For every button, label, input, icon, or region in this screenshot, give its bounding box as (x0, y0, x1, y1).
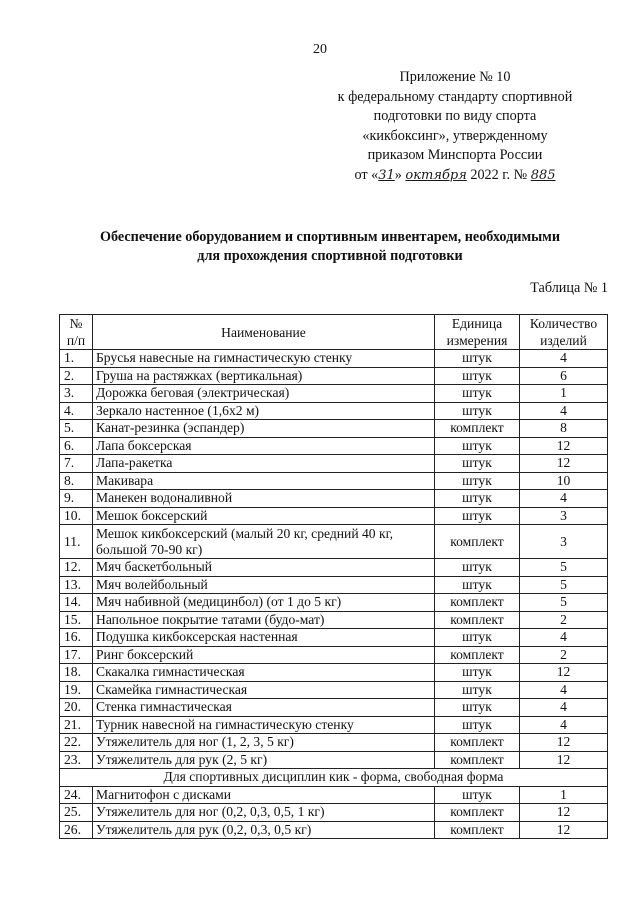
title-line: Обеспечение оборудованием и спортивным инвентарем, необходимыми (99, 229, 561, 245)
cell-name: Мешок кикбоксерский (малый 20 кг, средний 40 кг, большой 70-90 кг) (93, 525, 435, 559)
cell-qty: 4 (520, 699, 608, 717)
cell-unit: штук (435, 437, 520, 455)
table-row (60, 664, 608, 682)
table-body (60, 350, 608, 839)
cell-num: 21. (60, 716, 93, 734)
cell-name: Утяжелитель для ног (1, 2, 3, 5 кг) (93, 734, 435, 752)
section-header-row (60, 769, 608, 787)
cell-name: Лапа боксерская (93, 437, 435, 455)
cell-unit: комплект (435, 734, 520, 752)
cell-name: Макивара (93, 472, 435, 490)
cell-qty: 12 (520, 821, 608, 839)
header-unit: Единица измерения (435, 315, 520, 350)
cell-unit: комплект (435, 420, 520, 438)
cell-qty: 12 (520, 455, 608, 473)
table-row (60, 350, 608, 368)
document-title (60, 228, 600, 266)
cell-num: 16. (60, 629, 93, 647)
cell-qty: 2 (520, 611, 608, 629)
table-header-row (60, 315, 608, 350)
cell-num: 15. (60, 611, 93, 629)
cell-unit: штук (435, 716, 520, 734)
section-header: Для спортивных дисциплин кик - форма, свободная форма (60, 769, 608, 787)
cell-name: Стенка гимнастическая (93, 699, 435, 717)
cell-num: 6. (60, 437, 93, 455)
table-row (60, 699, 608, 717)
cell-name: Мяч волейбольный (93, 576, 435, 594)
cell-qty: 4 (520, 716, 608, 734)
cell-name: Турник навесной на гимнастическую стенку (93, 716, 435, 734)
table-row (60, 629, 608, 647)
cell-qty: 10 (520, 472, 608, 490)
cell-num: 2. (60, 367, 93, 385)
cell-qty: 4 (520, 350, 608, 368)
cell-name: Канат-резинка (эспандер) (93, 420, 435, 438)
cell-num: 11. (60, 525, 93, 559)
cell-qty: 12 (520, 734, 608, 752)
cell-unit: комплект (435, 804, 520, 822)
appendix-block (310, 68, 600, 185)
cell-num: 24. (60, 786, 93, 804)
cell-num: 7. (60, 455, 93, 473)
cell-qty: 12 (520, 437, 608, 455)
appendix-line: подготовки по виду спорта (373, 108, 537, 124)
cell-num: 1. (60, 350, 93, 368)
cell-unit: штук (435, 681, 520, 699)
date-year: 2022 г. № (470, 166, 528, 183)
cell-num: 22. (60, 734, 93, 752)
cell-name: Напольное покрытие татами (будо-мат) (93, 611, 435, 629)
cell-unit: комплект (435, 611, 520, 629)
cell-unit: штук (435, 576, 520, 594)
cell-unit: штук (435, 629, 520, 647)
appendix-line: Приложение № 10 (399, 69, 511, 85)
cell-unit: комплект (435, 525, 520, 559)
appendix-line: приказом Минспорта России (367, 147, 543, 163)
cell-name: Подушка кикбоксерская настенная (93, 629, 435, 647)
cell-name: Дорожка беговая (электрическая) (93, 385, 435, 403)
cell-name: Утяжелитель для рук (2, 5 кг) (93, 751, 435, 769)
cell-name: Лапа-ракетка (93, 455, 435, 473)
cell-num: 10. (60, 507, 93, 525)
appendix-line: «кикбоксинг», утвержденному (362, 127, 548, 144)
order-number: 885 (530, 167, 556, 183)
cell-num: 9. (60, 490, 93, 508)
cell-qty: 3 (520, 525, 608, 559)
cell-num: 8. (60, 472, 93, 490)
cell-qty: 5 (520, 559, 608, 577)
table-row (60, 385, 608, 403)
table-row (60, 507, 608, 525)
cell-name: Ринг боксерский (93, 646, 435, 664)
cell-unit: штук (435, 699, 520, 717)
table-row (60, 525, 608, 559)
table-row (60, 594, 608, 612)
cell-unit: штук (435, 385, 520, 403)
cell-num: 19. (60, 681, 93, 699)
equipment-table (59, 314, 608, 839)
cell-qty: 12 (520, 804, 608, 822)
cell-unit: штук (435, 664, 520, 682)
table-row (60, 611, 608, 629)
cell-num: 17. (60, 646, 93, 664)
table-row (60, 716, 608, 734)
date-day: 31 (378, 167, 395, 183)
date-mid: » (394, 166, 402, 183)
cell-name: Груша на растяжках (вертикальная) (93, 367, 435, 385)
table-row (60, 786, 608, 804)
table-row (60, 576, 608, 594)
cell-name: Зеркало настенное (1,6х2 м) (93, 402, 435, 420)
cell-unit: штук (435, 455, 520, 473)
table-row (60, 804, 608, 822)
cell-unit: штук (435, 786, 520, 804)
cell-unit: штук (435, 472, 520, 490)
cell-unit: комплект (435, 821, 520, 839)
cell-num: 12. (60, 559, 93, 577)
table-row (60, 420, 608, 438)
cell-name: Мяч баскетбольный (93, 559, 435, 577)
cell-num: 25. (60, 804, 93, 822)
cell-qty: 6 (520, 367, 608, 385)
cell-unit: штук (435, 490, 520, 508)
cell-qty: 4 (520, 681, 608, 699)
cell-num: 23. (60, 751, 93, 769)
cell-qty: 5 (520, 576, 608, 594)
table-label: Таблица № 1 (530, 280, 608, 296)
cell-qty: 3 (520, 507, 608, 525)
cell-unit: штук (435, 350, 520, 368)
header-name: Наименование (93, 315, 435, 350)
cell-unit: штук (435, 367, 520, 385)
table-row (60, 437, 608, 455)
date-prefix: от « (354, 166, 379, 183)
table-row (60, 402, 608, 420)
table-row (60, 681, 608, 699)
table-row (60, 472, 608, 490)
table-row (60, 367, 608, 385)
cell-num: 5. (60, 420, 93, 438)
cell-unit: комплект (435, 594, 520, 612)
cell-qty: 12 (520, 751, 608, 769)
table-row (60, 646, 608, 664)
cell-unit: комплект (435, 751, 520, 769)
table-row (60, 821, 608, 839)
cell-unit: штук (435, 559, 520, 577)
table-row (60, 455, 608, 473)
header-num: № п/п (60, 315, 93, 350)
table-row (60, 559, 608, 577)
table-row (60, 490, 608, 508)
cell-qty: 12 (520, 664, 608, 682)
cell-unit: штук (435, 507, 520, 525)
cell-qty: 8 (520, 420, 608, 438)
cell-qty: 4 (520, 490, 608, 508)
appendix-line: к федеральному стандарту спортивной (337, 88, 573, 105)
cell-qty: 5 (520, 594, 608, 612)
header-qty: Количество изделий (520, 315, 608, 350)
cell-qty: 1 (520, 786, 608, 804)
cell-num: 13. (60, 576, 93, 594)
cell-num: 3. (60, 385, 93, 403)
cell-name: Скакалка гимнастическая (93, 664, 435, 682)
cell-qty: 2 (520, 646, 608, 664)
cell-num: 20. (60, 699, 93, 717)
appendix-date-line (310, 166, 600, 186)
cell-qty: 4 (520, 629, 608, 647)
cell-name: Мяч набивной (медицинбол) (от 1 до 5 кг) (93, 594, 435, 612)
cell-name: Брусья навесные на гимнастическую стенку (93, 350, 435, 368)
title-line: для прохождения спортивной подготовки (197, 248, 463, 264)
table-row (60, 734, 608, 752)
cell-qty: 1 (520, 385, 608, 403)
cell-unit: штук (435, 402, 520, 420)
cell-num: 26. (60, 821, 93, 839)
date-month: октября (405, 167, 467, 183)
cell-num: 4. (60, 402, 93, 420)
cell-unit: комплект (435, 646, 520, 664)
cell-name: Манекен водоналивной (93, 490, 435, 508)
page-number: 20 (313, 42, 327, 57)
table-row (60, 751, 608, 769)
cell-num: 14. (60, 594, 93, 612)
cell-name: Утяжелитель для рук (0,2, 0,3, 0,5 кг) (93, 821, 435, 839)
cell-name: Утяжелитель для ног (0,2, 0,3, 0,5, 1 кг) (93, 804, 435, 822)
cell-num: 18. (60, 664, 93, 682)
cell-name: Мешок боксерский (93, 507, 435, 525)
cell-name: Магнитофон с дисками (93, 786, 435, 804)
cell-name: Скамейка гимнастическая (93, 681, 435, 699)
cell-qty: 4 (520, 402, 608, 420)
